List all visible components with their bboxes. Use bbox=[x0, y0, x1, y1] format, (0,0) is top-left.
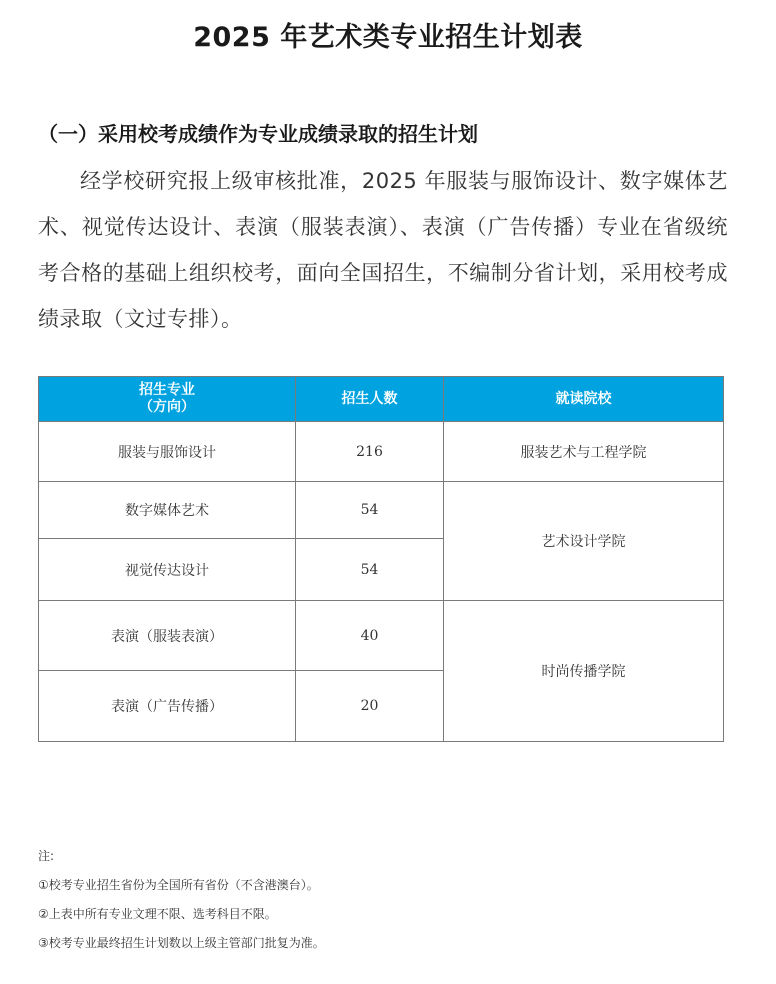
college-cell: 服装艺术与工程学院 bbox=[444, 422, 724, 482]
count-cell: 216 bbox=[296, 422, 444, 482]
header-major-line1: 招生专业 bbox=[139, 382, 195, 398]
table-row bbox=[39, 482, 724, 539]
note-item: ②上表中所有专业文理不限、选考科目不限。 bbox=[38, 907, 277, 921]
count-cell: 40 bbox=[296, 601, 444, 671]
table-row bbox=[39, 601, 724, 671]
table-row bbox=[39, 422, 724, 482]
note-item: ③校考专业最终招生计划数以上级主管部门批复为准。 bbox=[38, 936, 325, 950]
count-cell: 54 bbox=[296, 539, 444, 601]
major-cell: 服装与服饰设计 bbox=[39, 422, 296, 482]
section-heading: （一）采用校考成绩作为专业成绩录取的招生计划 bbox=[38, 122, 478, 146]
major-cell: 视觉传达设计 bbox=[39, 539, 296, 601]
count-cell: 54 bbox=[296, 482, 444, 539]
notes-label: 注: bbox=[38, 849, 55, 863]
header-major bbox=[39, 377, 296, 422]
intro-paragraph: 经学校研究报上级审核批准，2025 年服装与服饰设计、数字媒体艺术、视觉传达设计、表演（服装表演）、表演（广告传播）专业在省级统考合格的基础上组织校考，面向全国招生，不编制分省计划，采用校考成绩录取（文过专排）。 bbox=[38, 169, 728, 331]
count-cell: 20 bbox=[296, 671, 444, 742]
header-major-line2: （方向） bbox=[139, 399, 195, 415]
header-count: 招生人数 bbox=[296, 377, 444, 422]
page-title: 2025 年艺术类专业招生计划表 bbox=[193, 22, 583, 53]
table-body bbox=[39, 422, 724, 742]
header-college: 就读院校 bbox=[444, 377, 724, 422]
major-cell: 表演（服装表演） bbox=[39, 601, 296, 671]
enrollment-plan-table bbox=[38, 376, 724, 742]
notes-section bbox=[38, 842, 738, 958]
table-header bbox=[39, 377, 724, 422]
table-header-row bbox=[39, 377, 724, 422]
major-cell: 数字媒体艺术 bbox=[39, 482, 296, 539]
college-cell: 艺术设计学院 bbox=[444, 482, 724, 601]
note-item: ①校考专业招生省份为全国所有省份（不含港澳台）。 bbox=[38, 878, 319, 892]
college-cell: 时尚传播学院 bbox=[444, 601, 724, 742]
major-cell: 表演（广告传播） bbox=[39, 671, 296, 742]
